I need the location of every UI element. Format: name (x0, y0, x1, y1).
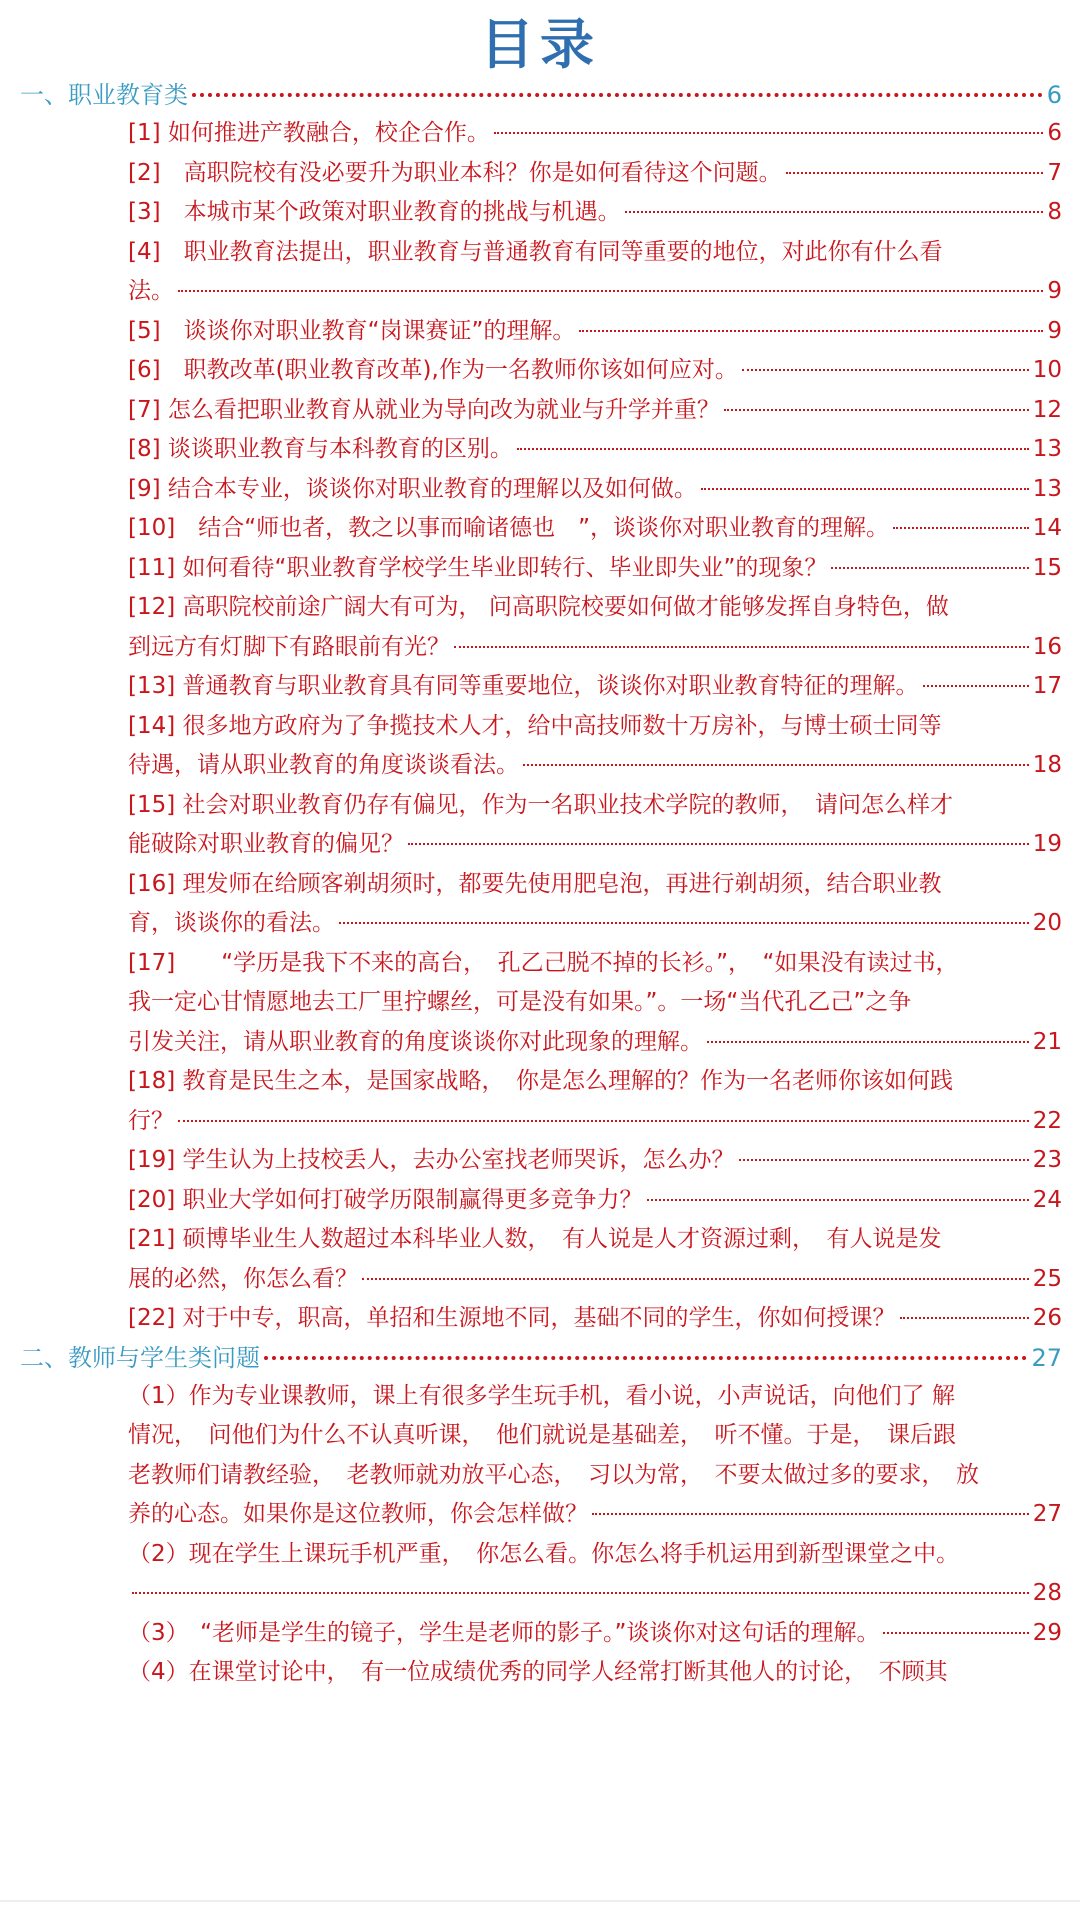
toc-entry-text: [19] 学生认为上技校丢人，去办公室找老师哭诉，怎么办？ (128, 1147, 735, 1173)
toc-entry[interactable] (0, 1062, 1080, 1141)
dot-leader (900, 1317, 1029, 1319)
dot-leader (647, 1199, 1029, 1201)
toc-entry-page-number: 13 (1032, 475, 1062, 502)
toc-entry-text: 法。 (128, 278, 174, 304)
dot-leader (893, 527, 1029, 529)
toc-entry-line (128, 1299, 1062, 1339)
toc-entry-page-number: 29 (1032, 1619, 1062, 1646)
toc-entry-page-number: 19 (1032, 831, 1062, 857)
toc-entry-line (128, 154, 1062, 194)
toc-entry-text: [7] 怎么看把职业教育从就业为导向改为就业与升学并重？ (128, 396, 720, 423)
toc-entry-text: 到远方有灯脚下有路眼前有光？ (128, 633, 450, 660)
toc-entry-line (128, 509, 1062, 549)
page-title: 目录 (480, 13, 600, 76)
section-label: 一、职业教育类 (20, 81, 188, 109)
toc-entry-line (128, 707, 1062, 747)
toc-entry-page-number: 21 (1032, 1028, 1062, 1055)
toc-entry-text: （2）现在学生上课玩手机严重， 你怎么看。你怎么将手机运用到新型课堂之中。 (128, 1540, 960, 1567)
toc-entry-line (128, 1574, 1062, 1614)
toc-entry[interactable] (0, 312, 1080, 352)
toc-entry-line (128, 193, 1062, 233)
dot-leader (592, 1513, 1029, 1515)
toc-entry-text: 能破除对职业教育的偏见？ (128, 831, 404, 857)
dot-leader (178, 290, 1043, 292)
toc-entry[interactable] (0, 1220, 1080, 1299)
toc-entry-line (128, 1023, 1062, 1063)
toc-entry-page-number: 18 (1032, 752, 1062, 778)
dot-leader (494, 132, 1043, 134)
toc-entry[interactable] (0, 707, 1080, 786)
toc-entry-line (128, 983, 1062, 1023)
toc-entry-line (128, 1260, 1062, 1300)
toc-entry-text: [4] 职业教育法提出，职业教育与普通教育有同等重要的地位，对此你有什么看 (128, 238, 943, 265)
toc-entry-line (128, 904, 1062, 944)
toc-entry-text: [15] 社会对职业教育仍存有偏见，作为一名职业技术学院的教师， 请问怎么样才 (128, 791, 954, 818)
toc-entry-text: [13] 普通教育与职业教育具有同等重要地位，谈谈你对职业教育特征的理解。 (128, 673, 919, 699)
toc-entry-line (128, 588, 1062, 628)
toc-entry-text: 待遇，请从职业教育的角度谈谈看法。 (128, 752, 519, 778)
toc-entry-page-number: 24 (1032, 1186, 1062, 1213)
toc-entry[interactable] (0, 430, 1080, 470)
toc-entry[interactable] (0, 549, 1080, 589)
toc-entry-line (128, 628, 1062, 668)
toc-entry-text: 养的心态。如果你是这位教师，你会怎样做？ (128, 1501, 588, 1527)
toc-section-heading[interactable] (0, 1339, 1080, 1377)
toc-entry[interactable] (0, 1377, 1080, 1535)
toc-entry[interactable] (0, 154, 1080, 194)
toc-entry-text: [9] 结合本专业，谈谈你对职业教育的理解以及如何做。 (128, 475, 697, 502)
toc-entry-page-number: 7 (1047, 159, 1062, 186)
dot-leader (625, 211, 1044, 213)
toc-entry-line (128, 1220, 1062, 1260)
toc-entry-text: 情况， 问他们为什么不认真听课， 他们就说是基础差， 听不懂。于是， 课后跟 (128, 1422, 956, 1448)
toc-entry-line (128, 114, 1062, 154)
toc-entry-text: [5] 谈谈你对职业教育“岗课赛证”的理解。 (128, 317, 576, 344)
dot-leader (579, 330, 1043, 332)
toc-entry-text: [8] 谈谈职业教育与本科教育的区别。 (128, 436, 513, 462)
table-of-contents (0, 76, 1080, 1693)
toc-entry-page-number: 10 (1032, 357, 1062, 383)
toc-entry[interactable] (0, 1535, 1080, 1614)
toc-entry[interactable] (0, 667, 1080, 707)
toc-entry-text: [22] 对于中专，职高，单招和生源地不同，基础不同的学生，你如何授课？ (128, 1305, 896, 1331)
dot-leader (178, 1120, 1029, 1122)
dot-leader (454, 646, 1029, 648)
toc-entry[interactable] (0, 470, 1080, 510)
toc-entry-page-number: 9 (1047, 278, 1062, 304)
toc-entry-text: （1）作为专业课教师，课上有很多学生玩手机，看小说，小声说话，向他们了 解 (128, 1382, 955, 1409)
toc-entry-page-number: 22 (1032, 1107, 1062, 1134)
toc-entry-line (128, 1535, 1062, 1575)
dot-leader (883, 1632, 1028, 1634)
toc-entry-text: [12] 高职院校前途广阔大有可为， 问高职院校要如何做才能够发挥自身特色，做 (128, 594, 949, 620)
toc-section-heading[interactable] (0, 76, 1080, 114)
toc-entry-line (128, 786, 1062, 826)
toc-entry-line (128, 667, 1062, 707)
dot-leader (408, 843, 1029, 845)
toc-entry-text: [6] 职教改革(职业教育改革),作为一名教师你该如何应对。 (128, 357, 738, 383)
dot-leader (362, 1278, 1029, 1280)
dot-leader (264, 1356, 1027, 1360)
toc-entry[interactable] (0, 193, 1080, 233)
toc-entry-page-number: 13 (1032, 436, 1062, 462)
toc-entry[interactable] (0, 351, 1080, 391)
dot-leader (742, 369, 1029, 371)
toc-entry-line (128, 430, 1062, 470)
toc-entry[interactable] (0, 786, 1080, 865)
toc-entry-page-number: 15 (1032, 554, 1062, 581)
toc-entry[interactable] (0, 1141, 1080, 1181)
section-label: 二、教师与学生类问题 (20, 1343, 260, 1372)
toc-entry[interactable] (0, 391, 1080, 431)
toc-entry-line (128, 351, 1062, 391)
toc-entry[interactable] (0, 865, 1080, 944)
toc-entry-line (128, 549, 1062, 589)
toc-entry-page-number: 12 (1032, 396, 1062, 423)
toc-entry-page-number: 23 (1032, 1147, 1062, 1173)
toc-entry-page-number: 27 (1032, 1501, 1062, 1527)
section-page-number: 27 (1031, 1343, 1062, 1372)
toc-entry-line (128, 272, 1062, 312)
toc-entry-line (128, 1614, 1062, 1654)
toc-entry[interactable] (0, 233, 1080, 312)
dot-leader (707, 1041, 1029, 1043)
toc-entry[interactable] (0, 944, 1080, 1063)
dot-leader (132, 1592, 1029, 1594)
section-page-number: 6 (1046, 81, 1062, 109)
toc-entry-line (128, 1141, 1062, 1181)
toc-entry-text: 展的必然，你怎么看？ (128, 1265, 358, 1292)
toc-entry-line (128, 1456, 1062, 1496)
dot-leader (339, 922, 1029, 924)
toc-entry[interactable] (0, 509, 1080, 549)
toc-entry-text: 我一定心甘情愿地去工厂里拧螺丝，可是没有如果。”。一场“当代孔乙己”之争 (128, 989, 912, 1015)
dot-leader (739, 1159, 1029, 1161)
toc-entry-text: [2] 高职院校有没必要升为职业本科？你是如何看待这个问题。 (128, 159, 782, 186)
toc-entry-text: （3） “老师是学生的镜子，学生是老师的影子。”谈谈你对这句话的理解。 (128, 1619, 880, 1646)
toc-entry-text: [1] 如何推进产教融合，校企合作。 (128, 120, 490, 146)
toc-entry-page-number: 8 (1047, 199, 1062, 225)
dot-leader (192, 93, 1043, 97)
toc-entry-line (128, 1495, 1062, 1535)
toc-entry-page-number: 16 (1032, 633, 1062, 660)
toc-entry-line (128, 233, 1062, 273)
toc-entry-line (128, 312, 1062, 352)
toc-entry-line (128, 865, 1062, 905)
toc-entry-page-number: 9 (1047, 317, 1062, 344)
toc-entry-line (128, 391, 1062, 431)
toc-entry-line (128, 1653, 1062, 1693)
dot-leader (523, 764, 1029, 766)
dot-leader (786, 172, 1044, 174)
toc-entry-page-number: 14 (1032, 515, 1062, 541)
toc-entry-line (128, 470, 1062, 510)
toc-entry-page-number: 28 (1032, 1580, 1062, 1606)
toc-entry-line (128, 1062, 1062, 1102)
toc-entry-line (128, 825, 1062, 865)
toc-entry-text: 引发关注，请从职业教育的角度谈谈你对此现象的理解。 (128, 1028, 703, 1055)
toc-entry-text: [17] “学历是我下不来的高台， 孔乙己脱不掉的长衫。”， “如果没有读过书， (128, 949, 959, 976)
toc-entry-text: 育，谈谈你的看法。 (128, 910, 335, 936)
toc-entry-text: [3] 本城市某个政策对职业教育的挑战与机遇。 (128, 199, 621, 225)
page-bottom-divider (0, 1900, 1080, 1902)
toc-entry-text: [16] 理发师在给顾客剃胡须时，都要先使用肥皂泡，再进行剃胡须，结合职业教 (128, 870, 942, 897)
toc-entry-text: （4）在课堂讨论中， 有一位成绩优秀的同学人经常打断其他人的讨论， 不顾其 (128, 1659, 948, 1685)
toc-entry[interactable] (0, 1181, 1080, 1221)
toc-entry-line (128, 944, 1062, 984)
toc-entry[interactable] (0, 588, 1080, 667)
toc-entry-page-number: 26 (1032, 1305, 1062, 1331)
toc-entry-text: [21] 硕博毕业生人数超过本科毕业人数， 有人说是人才资源过剩， 有人说是发 (128, 1226, 942, 1252)
toc-entry[interactable] (0, 1653, 1080, 1693)
toc-entry-line (128, 746, 1062, 786)
toc-entry[interactable] (0, 114, 1080, 154)
toc-entry-line (128, 1181, 1062, 1221)
toc-entry-page-number: 25 (1032, 1265, 1062, 1292)
toc-entry-line (128, 1416, 1062, 1456)
toc-entry-text: [14] 很多地方政府为了争揽技术人才，给中高技师数十万房补，与博士硕士同等 (128, 712, 942, 739)
dot-leader (831, 567, 1028, 569)
toc-entry-text: [11] 如何看待“职业教育学校学生毕业即转行、毕业即失业”的现象？ (128, 554, 828, 581)
toc-entry-text: [10] 结合“师也者，教之以事而喻诸德也 ”，谈谈你对职业教育的理解。 (128, 515, 890, 541)
toc-entry-line (128, 1377, 1062, 1417)
dot-leader (517, 448, 1029, 450)
toc-entry-page-number: 20 (1032, 910, 1062, 936)
dot-leader (701, 488, 1029, 490)
toc-entry-text: [18] 教育是民生之本，是国家战略， 你是怎么理解的？作为一名老师你该如何践 (128, 1068, 954, 1094)
toc-entry[interactable] (0, 1299, 1080, 1339)
toc-entry-page-number: 17 (1032, 673, 1062, 699)
toc-entry-line (128, 1102, 1062, 1142)
toc-entry-text: [20] 职业大学如何打破学历限制赢得更多竞争力？ (128, 1186, 643, 1213)
toc-entry-text: 行？ (128, 1107, 174, 1134)
dot-leader (923, 685, 1029, 687)
dot-leader (724, 409, 1029, 411)
toc-entry-text: 老教师们请教经验， 老教师就劝放平心态， 习以为常， 不要太做过多的要求， 放 (128, 1461, 979, 1488)
toc-entry[interactable] (0, 1614, 1080, 1654)
toc-entry-page-number: 6 (1047, 120, 1062, 146)
